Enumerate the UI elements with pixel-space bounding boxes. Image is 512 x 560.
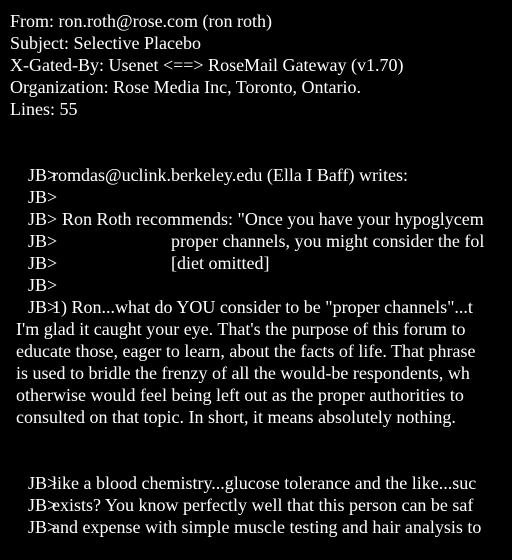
quote-prefix: JB>: [28, 275, 58, 295]
quote-text: [diet omitted]: [171, 253, 270, 273]
quote-text: 1) Ron...what do YOU consider to be "proper channels"...t: [52, 297, 473, 317]
quote-prefix: JB>: [28, 209, 58, 229]
reply-line: otherwise would feel being left out as the proper authorities to: [16, 385, 464, 405]
quote-text: proper channels, you might consider the fol: [171, 231, 485, 251]
quote-line: [10, 164, 58, 207]
quote-line: [10, 230, 270, 273]
quote-line: [10, 252, 58, 295]
quote-prefix: JB>: [28, 297, 58, 317]
quote-prefix: JB>: [28, 473, 58, 493]
reply-line: I'm glad it caught your eye. That's the purpose of this forum to: [16, 319, 466, 339]
quote-prefix: JB>: [28, 187, 58, 207]
header-gated-by: X-Gated-By: Usenet <==> RoseMail Gateway (v1.70): [10, 55, 404, 75]
quote-prefix: JB>: [28, 231, 58, 251]
quote-line: [10, 274, 473, 317]
reply-line: is used to bridle the frenzy of all the would-be respondents, wh: [16, 363, 470, 383]
quote-line: [10, 142, 408, 185]
quote-text: romdas@uclink.berkeley.edu (Ella I Baff) writes:: [52, 165, 408, 185]
quote-line: [10, 186, 484, 229]
quote-prefix: JB>: [28, 517, 58, 537]
quote-prefix: JB>: [28, 165, 58, 185]
header-organization: Organization: Rose Media Inc, Toronto, Ontario.: [10, 77, 361, 97]
header-subject: Subject: Selective Placebo: [10, 33, 201, 53]
quote-text: Ron Roth recommends: "Once you have your hypoglycem: [62, 209, 484, 229]
reply-line: consulted on that topic. In short, it means absolutely nothing.: [16, 407, 456, 427]
reply-line: educate those, eager to learn, about the facts of life. That phrase: [16, 341, 476, 361]
header-from: From: ron.roth@rose.com (ron roth): [10, 11, 273, 31]
quote-prefix: JB>: [28, 253, 58, 273]
quote-line: [10, 450, 477, 493]
quote-text: and expense with simple muscle testing and hair analysis to: [52, 517, 482, 537]
quote-text: like a blood chemistry...glucose tolerance and the like...suc: [52, 473, 477, 493]
quote-text: exists? You know perfectly well that this person can be saf: [52, 495, 474, 515]
quote-prefix: JB>: [28, 495, 58, 515]
header-lines: Lines: 55: [10, 99, 78, 119]
